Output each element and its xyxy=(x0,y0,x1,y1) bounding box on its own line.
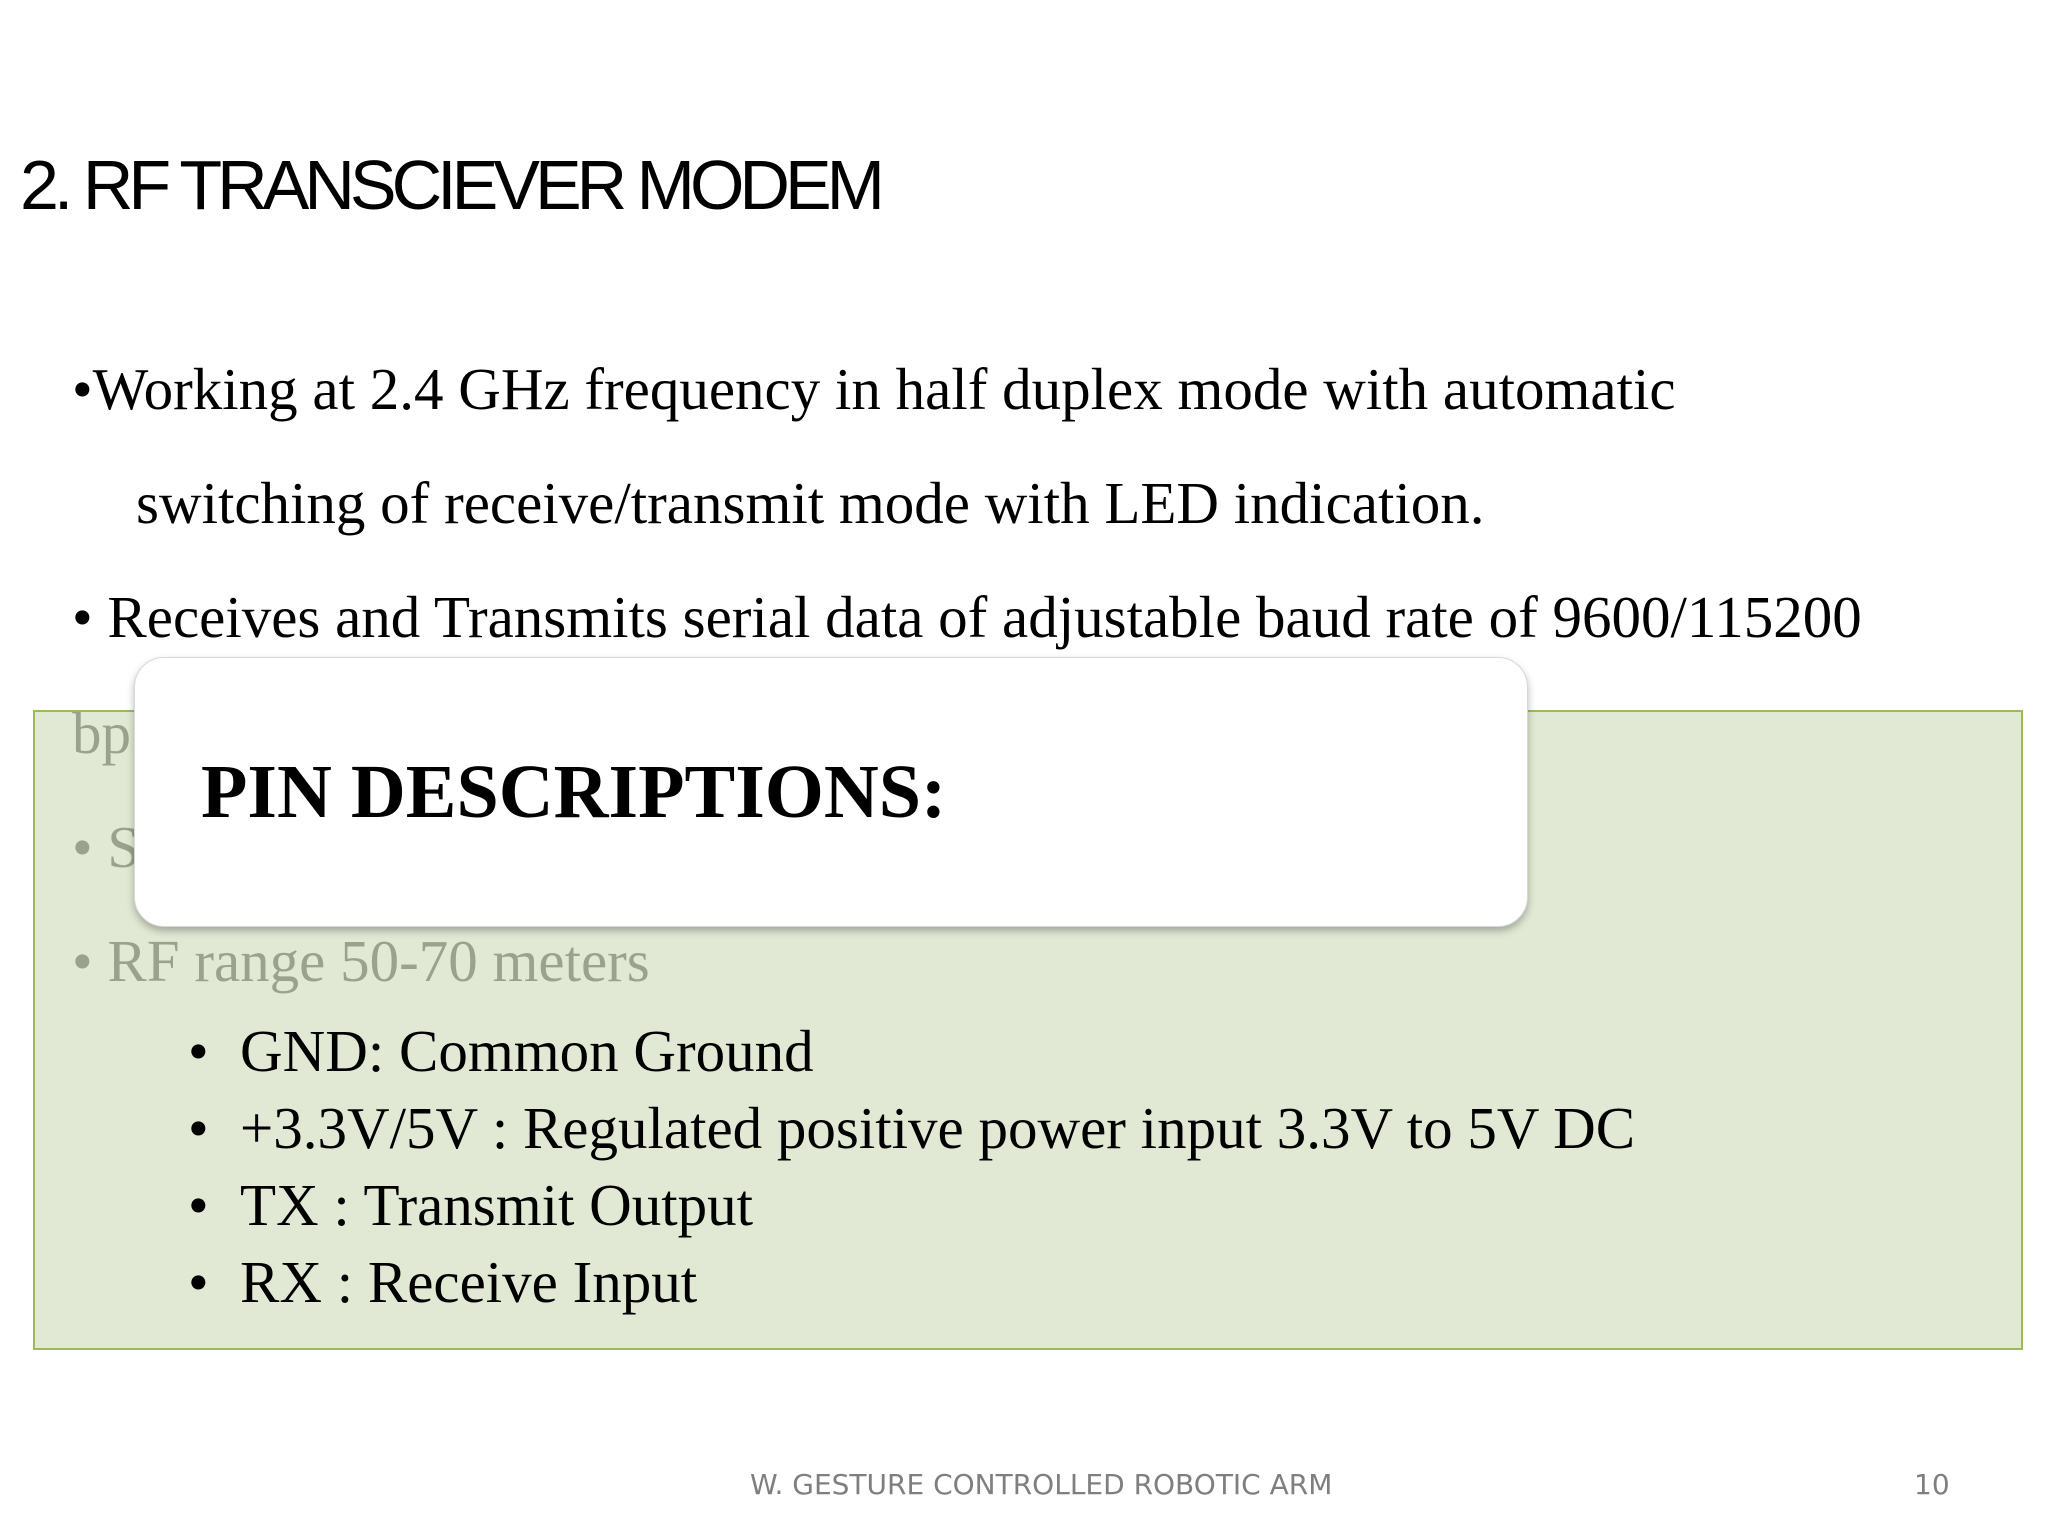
pin-bullet: • xyxy=(188,1095,209,1161)
pin-bullet: • xyxy=(188,1172,209,1238)
pin-bullet: • xyxy=(188,1018,209,1084)
pin-text: RX : Receive Input xyxy=(240,1249,698,1315)
slide-footer: W. GESTURE CONTROLLED ROBOTIC ARM xyxy=(750,1468,1333,1501)
pin-bullet: • xyxy=(188,1249,209,1315)
pin-text: TX : Transmit Output xyxy=(240,1172,754,1238)
pin-heading-box xyxy=(134,657,1528,927)
slide-title: 2. RF TRANSCIEVER MODEM xyxy=(20,146,880,224)
pin-text: GND: Common Ground xyxy=(240,1018,814,1084)
bullet-frequency-continuation: switching of receive/transmit mode with LED indication. xyxy=(136,470,1485,536)
bullet-baud-rate: • Receives and Transmits serial data of adjustable baud rate of 9600/115200 xyxy=(72,584,1862,650)
pin-heading: PIN DESCRIPTIONS: xyxy=(201,750,947,834)
pin-text: +3.3V/5V : Regulated positive power input 3.3V to 5V DC xyxy=(240,1095,1636,1161)
bullet-frequency: •Working at 2.4 GHz frequency in half duplex mode with automatic xyxy=(72,356,1676,422)
page-number: 10 xyxy=(1914,1468,1950,1501)
